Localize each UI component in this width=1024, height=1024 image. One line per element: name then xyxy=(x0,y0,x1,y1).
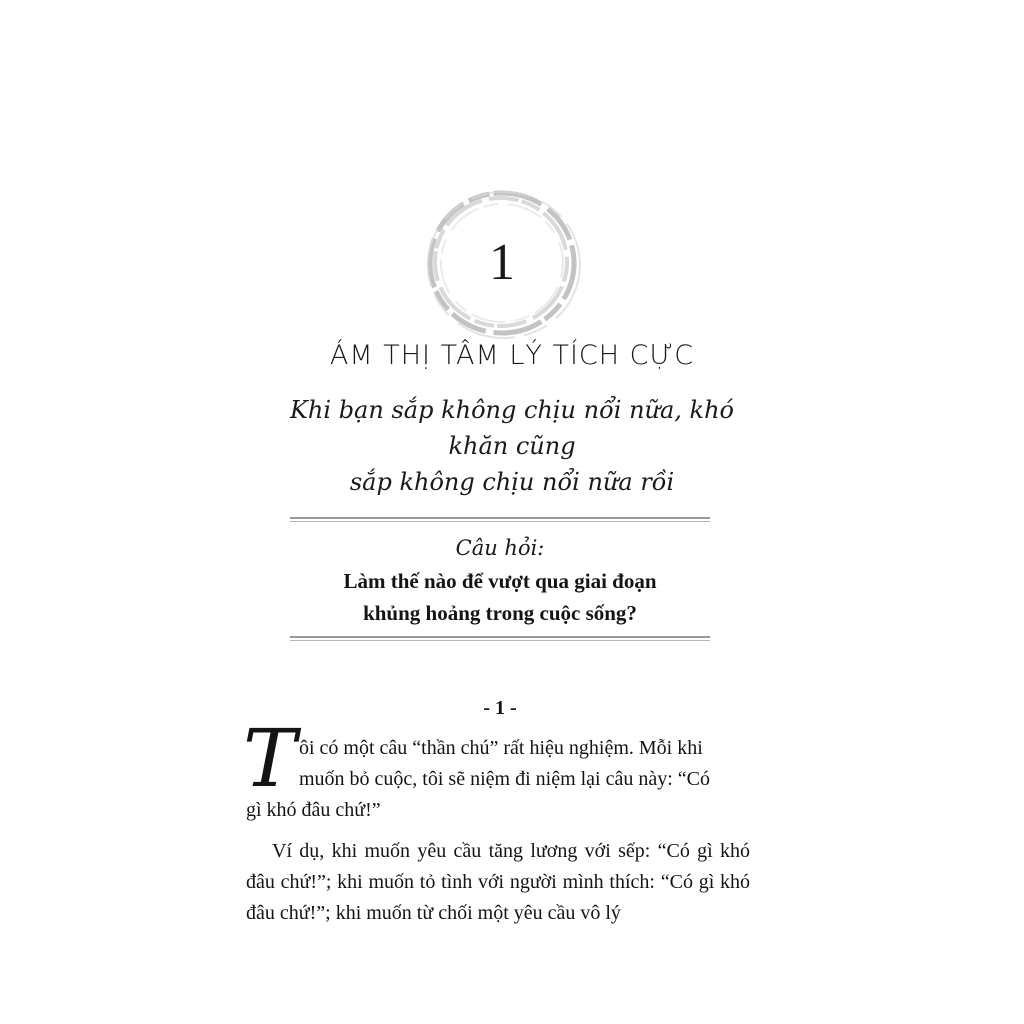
paragraph-2: Ví dụ, khi muốn yêu cầu tăng lương với sếp: “Có gì khó đâu chứ!”; khi muốn tỏ tình với người mình thích: “Có gì khó đâu chứ!”; khi muốn từ chối một yêu cầu vô lý xyxy=(246,840,750,924)
question-box-top-rule xyxy=(290,517,710,522)
drop-cap: T xyxy=(243,712,297,805)
section-number: - 1 - xyxy=(483,697,517,719)
chapter-number: 1 xyxy=(489,234,515,291)
question-box-bottom-rule xyxy=(290,636,710,641)
paragraph-1-line-2: muốn bỏ cuộc, tôi sẽ niệm đi niệm lại câu này: “Có xyxy=(299,768,711,790)
paragraph-1-line-3: gì khó đâu chứ!” xyxy=(246,799,381,821)
chapter-emblem xyxy=(418,183,586,343)
chapter-subtitle xyxy=(262,392,762,500)
question-text xyxy=(290,565,710,629)
paragraph-1-line-1: ôi có một câu “thần chú” rất hiệu nghiệm. Mỗi khi xyxy=(299,737,703,759)
question-line-1: Làm thế nào để vượt qua giai đoạn xyxy=(343,569,657,593)
question-line-2: khủng hoảng trong cuộc sống? xyxy=(363,601,637,625)
chapter-subtitle-line-1: Khi bạn sắp không chịu nổi nữa, khó khăn cũng xyxy=(290,396,734,460)
chapter-subtitle-line-2: sắp không chịu nổi nữa rồi xyxy=(349,468,675,496)
question-label: Câu hỏi: xyxy=(455,536,545,560)
chapter-title: ÁM THỊ TÂM LÝ TÍCH CỰC xyxy=(329,340,695,371)
